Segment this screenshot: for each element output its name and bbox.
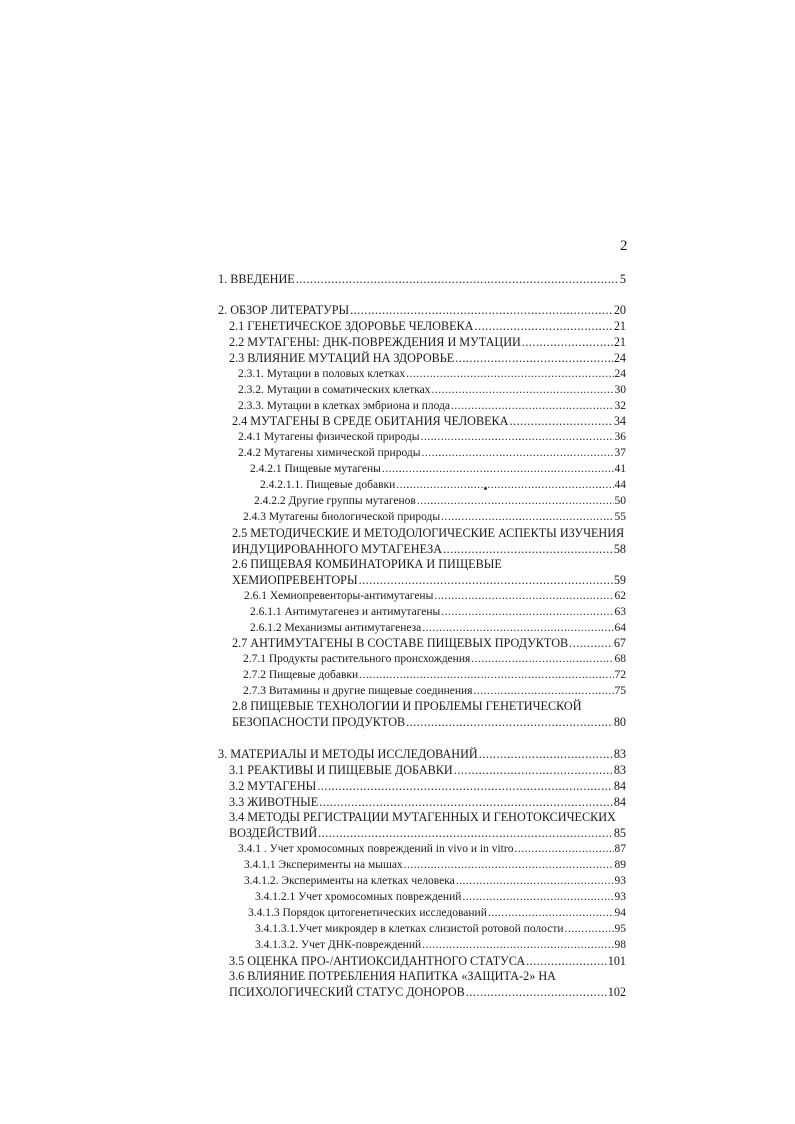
dot-leader <box>382 463 614 476</box>
toc-entry-title: 2.2 МУТАГЕНЫ: ДНК-ПОВРЕЖДЕНИЯ И МУТАЦИИ <box>229 335 521 349</box>
toc-entry <box>218 273 626 286</box>
toc-entry-title: 3.4.1.2. Эксперименты на клетках человека <box>244 875 455 887</box>
toc-entry-page: 50 <box>614 495 626 507</box>
dot-leader <box>473 685 613 698</box>
toc-entry-title: 2.3.2. Мутации в соматических клетках <box>238 384 431 396</box>
toc-entry-title: 3.4.1.3 Порядок цитогенетических исследований <box>248 907 487 919</box>
toc-entry <box>254 495 626 508</box>
toc-entry <box>260 479 626 492</box>
toc-entry-page: 95 <box>614 923 626 935</box>
toc-entry <box>238 431 626 444</box>
toc-entry-page: 55 <box>614 511 626 523</box>
toc-entry-page: 21 <box>613 335 626 349</box>
toc-entry-page: 30 <box>614 384 626 396</box>
toc-entry-page: 102 <box>607 985 626 999</box>
dot-leader <box>441 511 613 524</box>
toc-entry <box>255 923 626 936</box>
toc-entry <box>255 939 626 952</box>
toc-entry <box>238 447 626 460</box>
toc-entry-title-line1: 3.4 МЕТОДЫ РЕГИСТРАЦИИ МУТАГЕННЫХ И ГЕНОТОКСИЧЕСКИХ <box>229 810 616 824</box>
toc-entry-title: БЕЗОПАСНОСТИ ПРОДУКТОВ <box>232 715 406 729</box>
toc-entry <box>229 764 626 777</box>
toc-entry-title: 3.4.1.1 Эксперименты на мышах <box>244 859 403 871</box>
dot-leader <box>479 748 613 761</box>
toc-entry-page: 62 <box>614 590 626 602</box>
toc-entry-page: 83 <box>613 763 626 777</box>
toc-entry-page: 44 <box>614 479 626 491</box>
toc-entry-page: 85 <box>613 826 626 840</box>
toc-entry-page: 5 <box>619 272 626 286</box>
toc-entry-title: 2.4.2.2 Другие группы мутагенов <box>254 495 416 507</box>
toc-entry <box>218 304 626 317</box>
toc-entry-title: 2.6.1.1 Антимутагенез и антимутагены <box>250 606 441 618</box>
toc-entry-title: 2.1 ГЕНЕТИЧЕСКОЕ ЗДОРОВЬЕ ЧЕЛОВЕКА <box>229 319 474 333</box>
toc-entry-title: 2.4.3 Мутагены биологической природы <box>243 511 441 523</box>
toc-entry-page: 32 <box>614 400 626 412</box>
dot-leader <box>466 986 607 999</box>
toc-entry-title: 2.4 МУТАГЕНЫ В СРЕДЕ ОБИТАНИЯ ЧЕЛОВЕКА <box>232 414 509 428</box>
toc-entry-title-line1: 2.5 МЕТОДИЧЕСКИЕ И МЕТОДОЛОГИЧЕСКИЕ АСПЕКТЫ ИЗУЧЕНИЯ <box>232 526 625 540</box>
toc-entry-title: 3. МАТЕРИАЛЫ И МЕТОДЫ ИССЛЕДОВАНИЙ <box>218 747 478 761</box>
dot-leader <box>434 590 613 603</box>
toc-entry <box>243 653 626 666</box>
toc-entry <box>229 827 626 840</box>
dot-leader <box>296 273 619 286</box>
toc-entry <box>243 685 626 698</box>
toc-entry-title: 3.2 МУТАГЕНЫ <box>229 779 317 793</box>
toc-entry-page: 24 <box>613 351 626 365</box>
toc-entry <box>229 955 626 968</box>
dot-leader <box>456 875 614 888</box>
dot-leader <box>471 653 613 666</box>
dot-leader <box>406 368 613 381</box>
page-number: 2 <box>620 238 628 254</box>
toc-entry-page: 87 <box>614 843 626 855</box>
toc-entry-page: 64 <box>614 622 626 634</box>
dot-leader <box>514 843 613 856</box>
toc-entry <box>232 637 626 650</box>
toc-entry-title: 2.3 ВЛИЯНИЕ МУТАЦИЙ НА ЗДОРОВЬЕ <box>229 351 455 365</box>
toc-entry <box>244 590 626 603</box>
toc-entry-title: 3.1 РЕАКТИВЫ И ПИЩЕВЫЕ ДОБАВКИ <box>229 763 453 777</box>
toc-entry <box>255 891 626 904</box>
dot-leader <box>509 415 612 428</box>
toc-entry <box>238 843 626 856</box>
toc-entry <box>229 986 626 999</box>
toc-entry-title: 2.6.1 Хемиопревенторы-антимутагены <box>244 590 434 602</box>
toc-entry-title: 2.4.2.1.1. Пищевые добавки <box>260 479 396 491</box>
toc-entry <box>248 907 626 920</box>
toc-entry <box>244 875 626 888</box>
toc-entry-page: 67 <box>613 636 626 650</box>
dot-leader <box>451 400 614 413</box>
toc-entry-page: 89 <box>614 859 626 871</box>
toc-entry <box>244 859 626 872</box>
toc-entry-title: 2. ОБЗОР ЛИТЕРАТУРЫ <box>218 303 350 317</box>
dot-leader <box>318 827 613 840</box>
toc-entry <box>250 463 626 476</box>
toc-entry <box>232 574 626 587</box>
dot-leader <box>417 495 614 508</box>
toc-entry <box>250 622 626 635</box>
dot-leader <box>359 669 613 682</box>
toc-entry-page: 93 <box>614 891 626 903</box>
scan-speck <box>484 487 487 490</box>
toc-entry-title: 2.3.1. Мутации в половых клетках <box>238 368 406 380</box>
toc-entry-title: 3.4.1 . Учет хромосомных повреждений in vivo и in vitro <box>238 843 514 855</box>
toc-entry <box>243 669 626 682</box>
toc-entry-page: 20 <box>613 303 626 317</box>
toc-entry <box>238 368 626 381</box>
dot-leader <box>455 352 613 365</box>
toc-entry <box>229 320 626 333</box>
dot-leader <box>522 336 613 349</box>
toc-entry-title-line1: 2.6 ПИЩЕВАЯ КОМБИНАТОРИКА И ПИЩЕВЫЕ <box>232 557 502 571</box>
dot-leader <box>454 764 613 777</box>
toc-entry-page: 37 <box>614 447 626 459</box>
toc-entry <box>229 780 626 793</box>
dot-leader <box>317 780 613 793</box>
toc-entry <box>238 400 626 413</box>
toc-entry-title: 2.4.2 Мутагены химической природы <box>238 447 421 459</box>
toc-entry-page: 80 <box>613 715 626 729</box>
dot-leader <box>569 637 613 650</box>
dot-leader <box>441 606 613 619</box>
toc-entry-page: 58 <box>613 542 626 556</box>
dot-leader <box>406 716 613 729</box>
toc-entry <box>218 748 626 761</box>
toc-entry-title: 2.3.3. Мутации в клетках эмбриона и плода <box>238 400 450 412</box>
dot-leader <box>565 923 614 936</box>
toc-entry-page: 68 <box>614 653 626 665</box>
toc-entry-page: 75 <box>614 685 626 697</box>
toc-entry-page: 83 <box>613 747 626 761</box>
toc-entry <box>238 384 626 397</box>
dot-leader <box>474 320 612 333</box>
toc-entry-page: 84 <box>613 779 626 793</box>
toc-entry-title: ПСИХОЛОГИЧЕСКИЙ СТАТУС ДОНОРОВ <box>229 985 465 999</box>
dot-leader <box>404 859 614 872</box>
toc-entry-page: 98 <box>614 939 626 951</box>
toc-entry <box>232 543 626 556</box>
toc-entry-title: 3.4.1.2.1 Учет хромосомных повреждений <box>255 891 462 903</box>
toc-entry-page: 24 <box>614 368 626 380</box>
toc-entry-title: 2.7.3 Витамины и другие пищевые соединения <box>243 685 473 697</box>
dot-leader <box>420 431 613 444</box>
toc-entry-page: 94 <box>614 907 626 919</box>
toc-entry-title: 2.4.1 Мутагены физической природы <box>238 431 420 443</box>
toc-entry-title-line1: 3.6 ВЛИЯНИЕ ПОТРЕБЛЕНИЯ НАПИТКА «ЗАЩИТА-2» НА <box>229 969 556 983</box>
toc-entry-page: 101 <box>607 954 626 968</box>
toc-entry-title: 3.5 ОЦЕНКА ПРО-/АНТИОКСИДАНТНОГО СТАТУСА <box>229 954 526 968</box>
toc-entry-title: 2.7.2 Пищевые добавки <box>243 669 359 681</box>
toc-entry-page: 72 <box>614 669 626 681</box>
toc-entry <box>232 716 626 729</box>
toc-entry-page: 36 <box>614 431 626 443</box>
dot-leader <box>422 939 613 952</box>
toc-entry-title: 1. ВВЕДЕНИЕ <box>218 272 295 286</box>
toc-entry-title: 2.7 АНТИМУТАГЕНЫ В СОСТАВЕ ПИЩЕВЫХ ПРОДУКТОВ <box>232 636 569 650</box>
toc-entry <box>232 415 626 428</box>
toc-entry-page: 84 <box>613 795 626 809</box>
toc-entry-page: 41 <box>614 463 626 475</box>
toc-entry-title: ХЕМИОПРЕВЕНТОРЫ <box>232 573 358 587</box>
dot-leader <box>359 574 613 587</box>
dot-leader <box>526 955 607 968</box>
dot-leader <box>350 304 613 317</box>
toc-entry-title: 3.4.1.3.2. Учет ДНК-повреждений <box>255 939 422 951</box>
toc-entry-title: ВОЗДЕЙСТВИЙ <box>229 826 318 840</box>
dot-leader <box>319 796 613 809</box>
toc-entry-title: 2.7.1 Продукты растительного происхождения <box>243 653 471 665</box>
dot-leader <box>462 891 613 904</box>
dot-leader <box>396 479 613 492</box>
toc-entry-title: ИНДУЦИРОВАННОГО МУТАГЕНЕЗА <box>232 542 443 556</box>
toc-entry-title: 3.3 ЖИВОТНЫЕ <box>229 795 319 809</box>
dot-leader <box>421 447 613 460</box>
toc-entry-page: 34 <box>613 414 626 428</box>
dot-leader <box>443 543 613 556</box>
toc-entry-page: 59 <box>613 573 626 587</box>
toc-entry-page: 93 <box>614 875 626 887</box>
toc-entry-title: 2.4.2.1 Пищевые мутагены <box>250 463 381 475</box>
toc-entry-title: 2.6.1.2 Механизмы антимутагенеза <box>250 622 422 634</box>
toc-entry-title: 3.4.1.3.1.Учет микроядер в клетках слизистой ротовой полости <box>255 923 564 935</box>
toc-entry <box>229 352 626 365</box>
toc-entry <box>229 336 626 349</box>
dot-leader <box>422 622 613 635</box>
toc-entry-page: 63 <box>614 606 626 618</box>
toc-entry-page: 21 <box>613 319 626 333</box>
toc-entry <box>229 796 626 809</box>
toc-entry <box>250 606 626 619</box>
toc-entry <box>243 511 626 524</box>
toc-entry-title-line1: 2.8 ПИЩЕВЫЕ ТЕХНОЛОГИИ И ПРОБЛЕМЫ ГЕНЕТИЧЕСКОЙ <box>232 699 582 713</box>
dot-leader <box>432 384 614 397</box>
dot-leader <box>488 907 614 920</box>
